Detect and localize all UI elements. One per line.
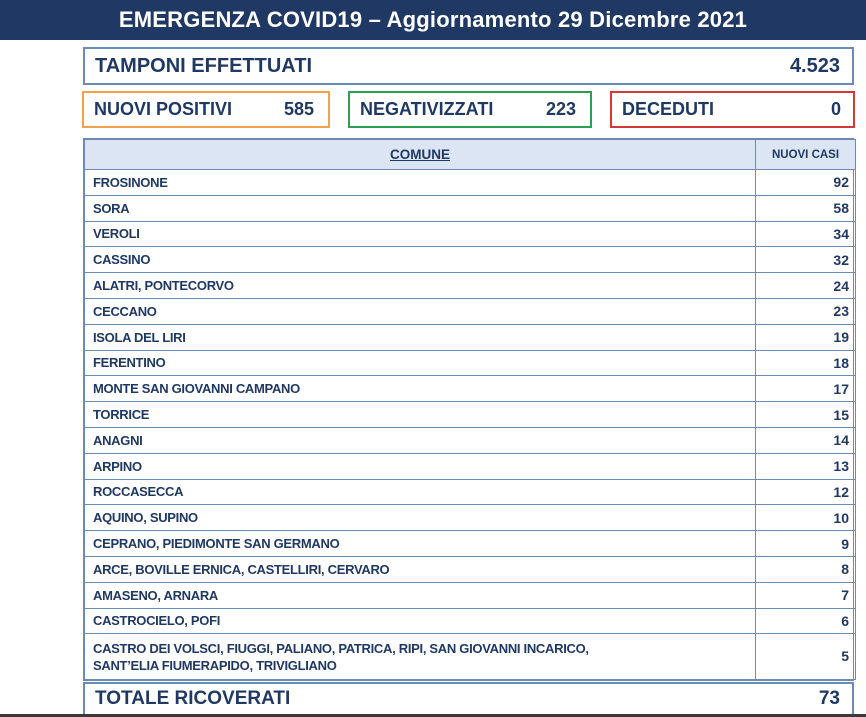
table-row	[85, 298, 856, 324]
comune-cell: ANAGNI	[85, 427, 756, 453]
negativizzati-box	[348, 91, 592, 128]
page-title	[0, 0, 866, 40]
comune-cell: FERENTINO	[85, 350, 756, 376]
comune-cell: CECCANO	[85, 298, 756, 324]
table-row	[85, 634, 856, 680]
casi-cell: 15	[756, 402, 856, 428]
casi-cell: 6	[756, 608, 856, 634]
table-row	[85, 582, 856, 608]
page-title-text: EMERGENZA COVID19 – Aggiornamento 29 Dicembre 2021	[118, 7, 748, 32]
tamponi-box	[83, 47, 854, 85]
table-row	[85, 505, 856, 531]
casi-cell: 7	[756, 582, 856, 608]
comune-cell: ALATRI, PONTECORVO	[85, 273, 756, 299]
casi-cell: 14	[756, 427, 856, 453]
totale-ricoverati-label: TOTALE RICOVERATI	[95, 688, 291, 709]
casi-cell: 24	[756, 273, 856, 299]
table-row	[85, 556, 856, 582]
totale-ricoverati-box	[83, 682, 854, 716]
header-comune: COMUNE	[85, 140, 756, 170]
casi-cell: 9	[756, 531, 856, 557]
casi-cell: 17	[756, 376, 856, 402]
comune-cell: CEPRANO, PIEDIMONTE SAN GERMANO	[85, 531, 756, 557]
comune-cell: ROCCASECCA	[85, 479, 756, 505]
comune-cell: VEROLI	[85, 221, 756, 247]
comune-cell: CASSINO	[85, 247, 756, 273]
negativizzati-value: 223	[545, 99, 576, 119]
table-row	[85, 402, 856, 428]
comune-cell: FROSINONE	[85, 170, 756, 196]
casi-cell: 10	[756, 505, 856, 531]
table-row	[85, 531, 856, 557]
table-row	[85, 608, 856, 634]
casi-cell: 13	[756, 453, 856, 479]
table-header-row	[85, 140, 856, 170]
comune-cell: ARPINO	[85, 453, 756, 479]
comune-cell: MONTE SAN GIOVANNI CAMPANO	[85, 376, 756, 402]
comune-cell	[85, 634, 756, 680]
casi-cell: 19	[756, 324, 856, 350]
comune-cell: ARCE, BOVILLE ERNICA, CASTELLIRI, CERVARO	[85, 556, 756, 582]
comune-cell-line2: SANT’ELIA FIUMERAPIDO, TRIVIGLIANO	[93, 657, 337, 673]
deceduti-label: DECEDUTI	[622, 99, 715, 119]
casi-cell: 18	[756, 350, 856, 376]
table-row	[85, 195, 856, 221]
table-row	[85, 221, 856, 247]
table-row	[85, 324, 856, 350]
table-row	[85, 376, 856, 402]
totale-ricoverati-value: 73	[818, 688, 840, 709]
table-row	[85, 453, 856, 479]
deceduti-value: 0	[830, 99, 841, 119]
negativizzati-label: NEGATIVIZZATI	[360, 99, 494, 119]
comune-cell: TORRICE	[85, 402, 756, 428]
comune-cell-line1: CASTRO DEI VOLSCI, FIUGGI, PALIANO, PATRICA, RIPI, SAN GIOVANNI INCARICO,	[93, 640, 589, 656]
table-row	[85, 479, 856, 505]
casi-cell: 92	[756, 170, 856, 196]
header-nuovi-casi: NUOVI CASI	[756, 140, 856, 170]
nuovi-positivi-value: 585	[283, 99, 314, 119]
table-row	[85, 273, 856, 299]
comune-cell: CASTROCIELO, POFI	[85, 608, 756, 634]
table-row	[85, 350, 856, 376]
casi-cell: 34	[756, 221, 856, 247]
deceduti-box	[610, 91, 855, 128]
table-row	[85, 427, 856, 453]
casi-cell: 8	[756, 556, 856, 582]
table-row	[85, 170, 856, 196]
tamponi-label: TAMPONI EFFETTUATI	[95, 54, 313, 77]
casi-cell: 58	[756, 195, 856, 221]
nuovi-positivi-label: NUOVI POSITIVI	[94, 99, 233, 119]
comuni-table	[83, 138, 854, 681]
tamponi-value: 4.523	[789, 54, 840, 77]
comune-cell: SORA	[85, 195, 756, 221]
comune-cell: AQUINO, SUPINO	[85, 505, 756, 531]
casi-cell: 12	[756, 479, 856, 505]
casi-cell: 23	[756, 298, 856, 324]
comune-cell: AMASENO, ARNARA	[85, 582, 756, 608]
comune-cell: ISOLA DEL LIRI	[85, 324, 756, 350]
nuovi-positivi-box	[82, 91, 330, 128]
casi-cell: 32	[756, 247, 856, 273]
table-row	[85, 247, 856, 273]
casi-cell: 5	[756, 634, 856, 680]
